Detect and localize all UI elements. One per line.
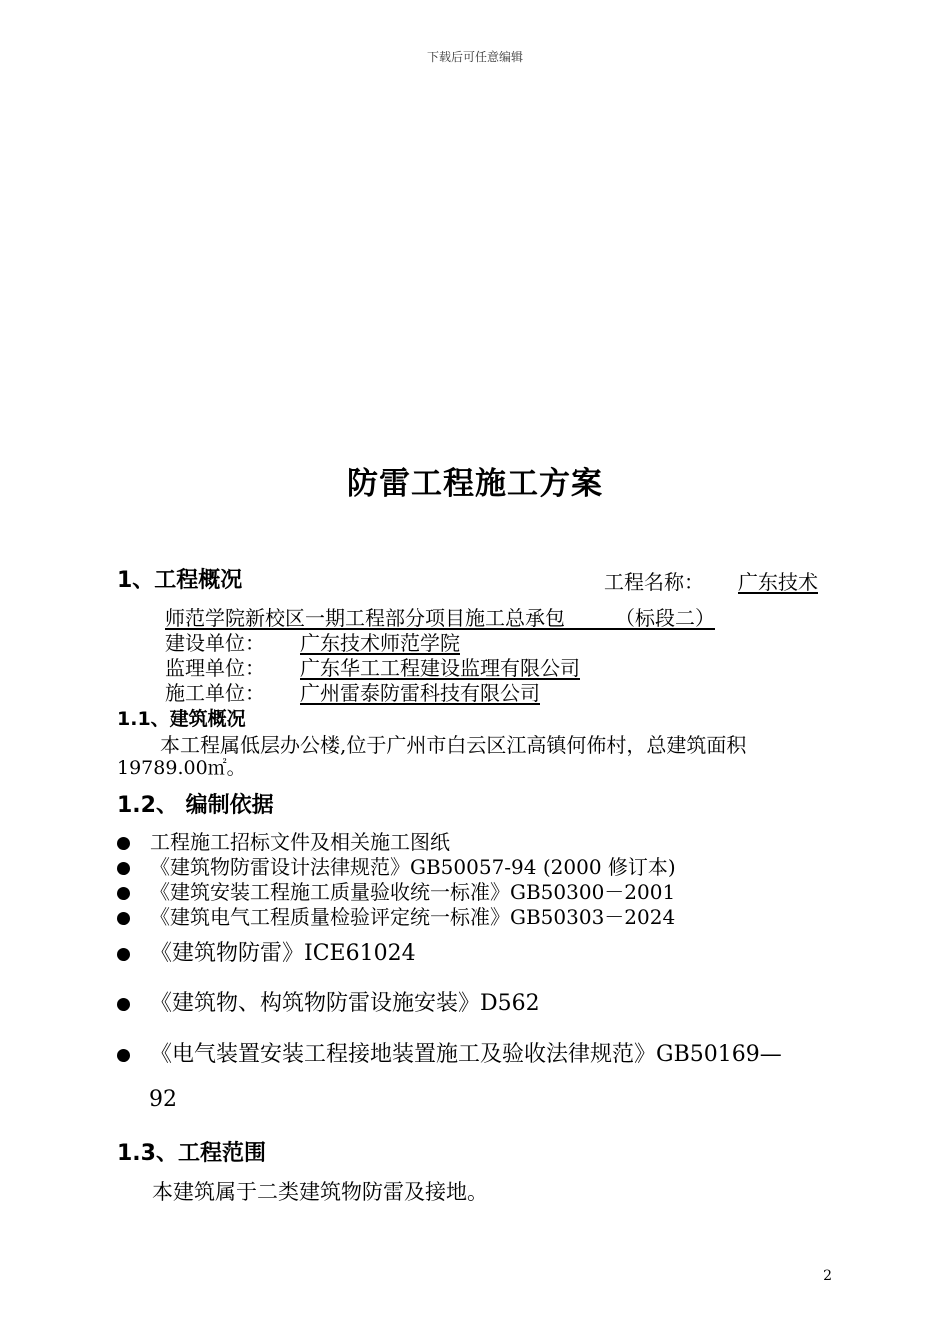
section-1-heading: 1、工程概况 [117, 568, 243, 593]
basis-list-item: 《建筑电气工程质量检验评定统一标准》GB50303－2024 [117, 901, 675, 930]
basis-list-item: 《建筑安装工程施工质量验收统一标准》GB50300－2001 [117, 876, 675, 905]
builder-label: 建设单位： [165, 631, 265, 655]
basis-list-item-continuation: 92 [149, 1087, 177, 1112]
project-name-value-part2: 师范学院新校区一期工程部分项目施工总承包 （标段二） [165, 606, 715, 630]
contractor-label: 施工单位： [165, 681, 265, 705]
supervisor-value: 广东华工工程建设监理有限公司 [300, 656, 580, 680]
project-name-label: 工程名称： [604, 570, 704, 594]
bullet-icon [117, 887, 130, 900]
bullet-icon [117, 862, 130, 875]
contractor-value: 广州雷泰防雷科技有限公司 [300, 681, 540, 705]
bullet-icon [117, 1049, 130, 1062]
page-number: 2 [823, 1268, 832, 1284]
basis-list-item: 《建筑物防雷》ICE61024 [117, 936, 416, 967]
supervisor-label: 监理单位： [165, 656, 265, 680]
project-name-value-part1: 广东技术 [738, 570, 818, 594]
bullet-icon [117, 948, 130, 961]
bullet-icon [117, 998, 130, 1011]
section-1-1-text-line1: 本工程属低层办公楼,位于广州市白云区江高镇何佈村，总建筑面积 [160, 733, 747, 757]
section-1-1-heading: 1.1、建筑概况 [117, 708, 246, 730]
basis-list-item: 《建筑物、构筑物防雷设施安装》D562 [117, 986, 540, 1017]
section-1-3-text: 本建筑属于二类建筑物防雷及接地。 [152, 1180, 488, 1204]
bullet-icon [117, 912, 130, 925]
builder-value: 广东技术师范学院 [300, 631, 460, 655]
section-1-2-heading: 1.2、 编制依据 [117, 793, 274, 818]
bullet-icon [117, 837, 130, 850]
basis-list-item: 工程施工招标文件及相关施工图纸 [117, 826, 450, 855]
section-1-1-text-line2: 19789.00㎡。 [117, 757, 246, 779]
document-title: 防雷工程施工方案 [347, 466, 603, 502]
basis-list-item: 《电气装置安装工程接地装置施工及验收法律规范》GB50169— [117, 1037, 782, 1068]
section-1-3-heading: 1.3、工程范围 [117, 1141, 266, 1166]
page-header: 下载后可任意编辑 [426, 50, 523, 64]
basis-list-item: 《建筑物防雷设计法律规范》GB50057-94 (2000 修订本) [117, 851, 676, 880]
